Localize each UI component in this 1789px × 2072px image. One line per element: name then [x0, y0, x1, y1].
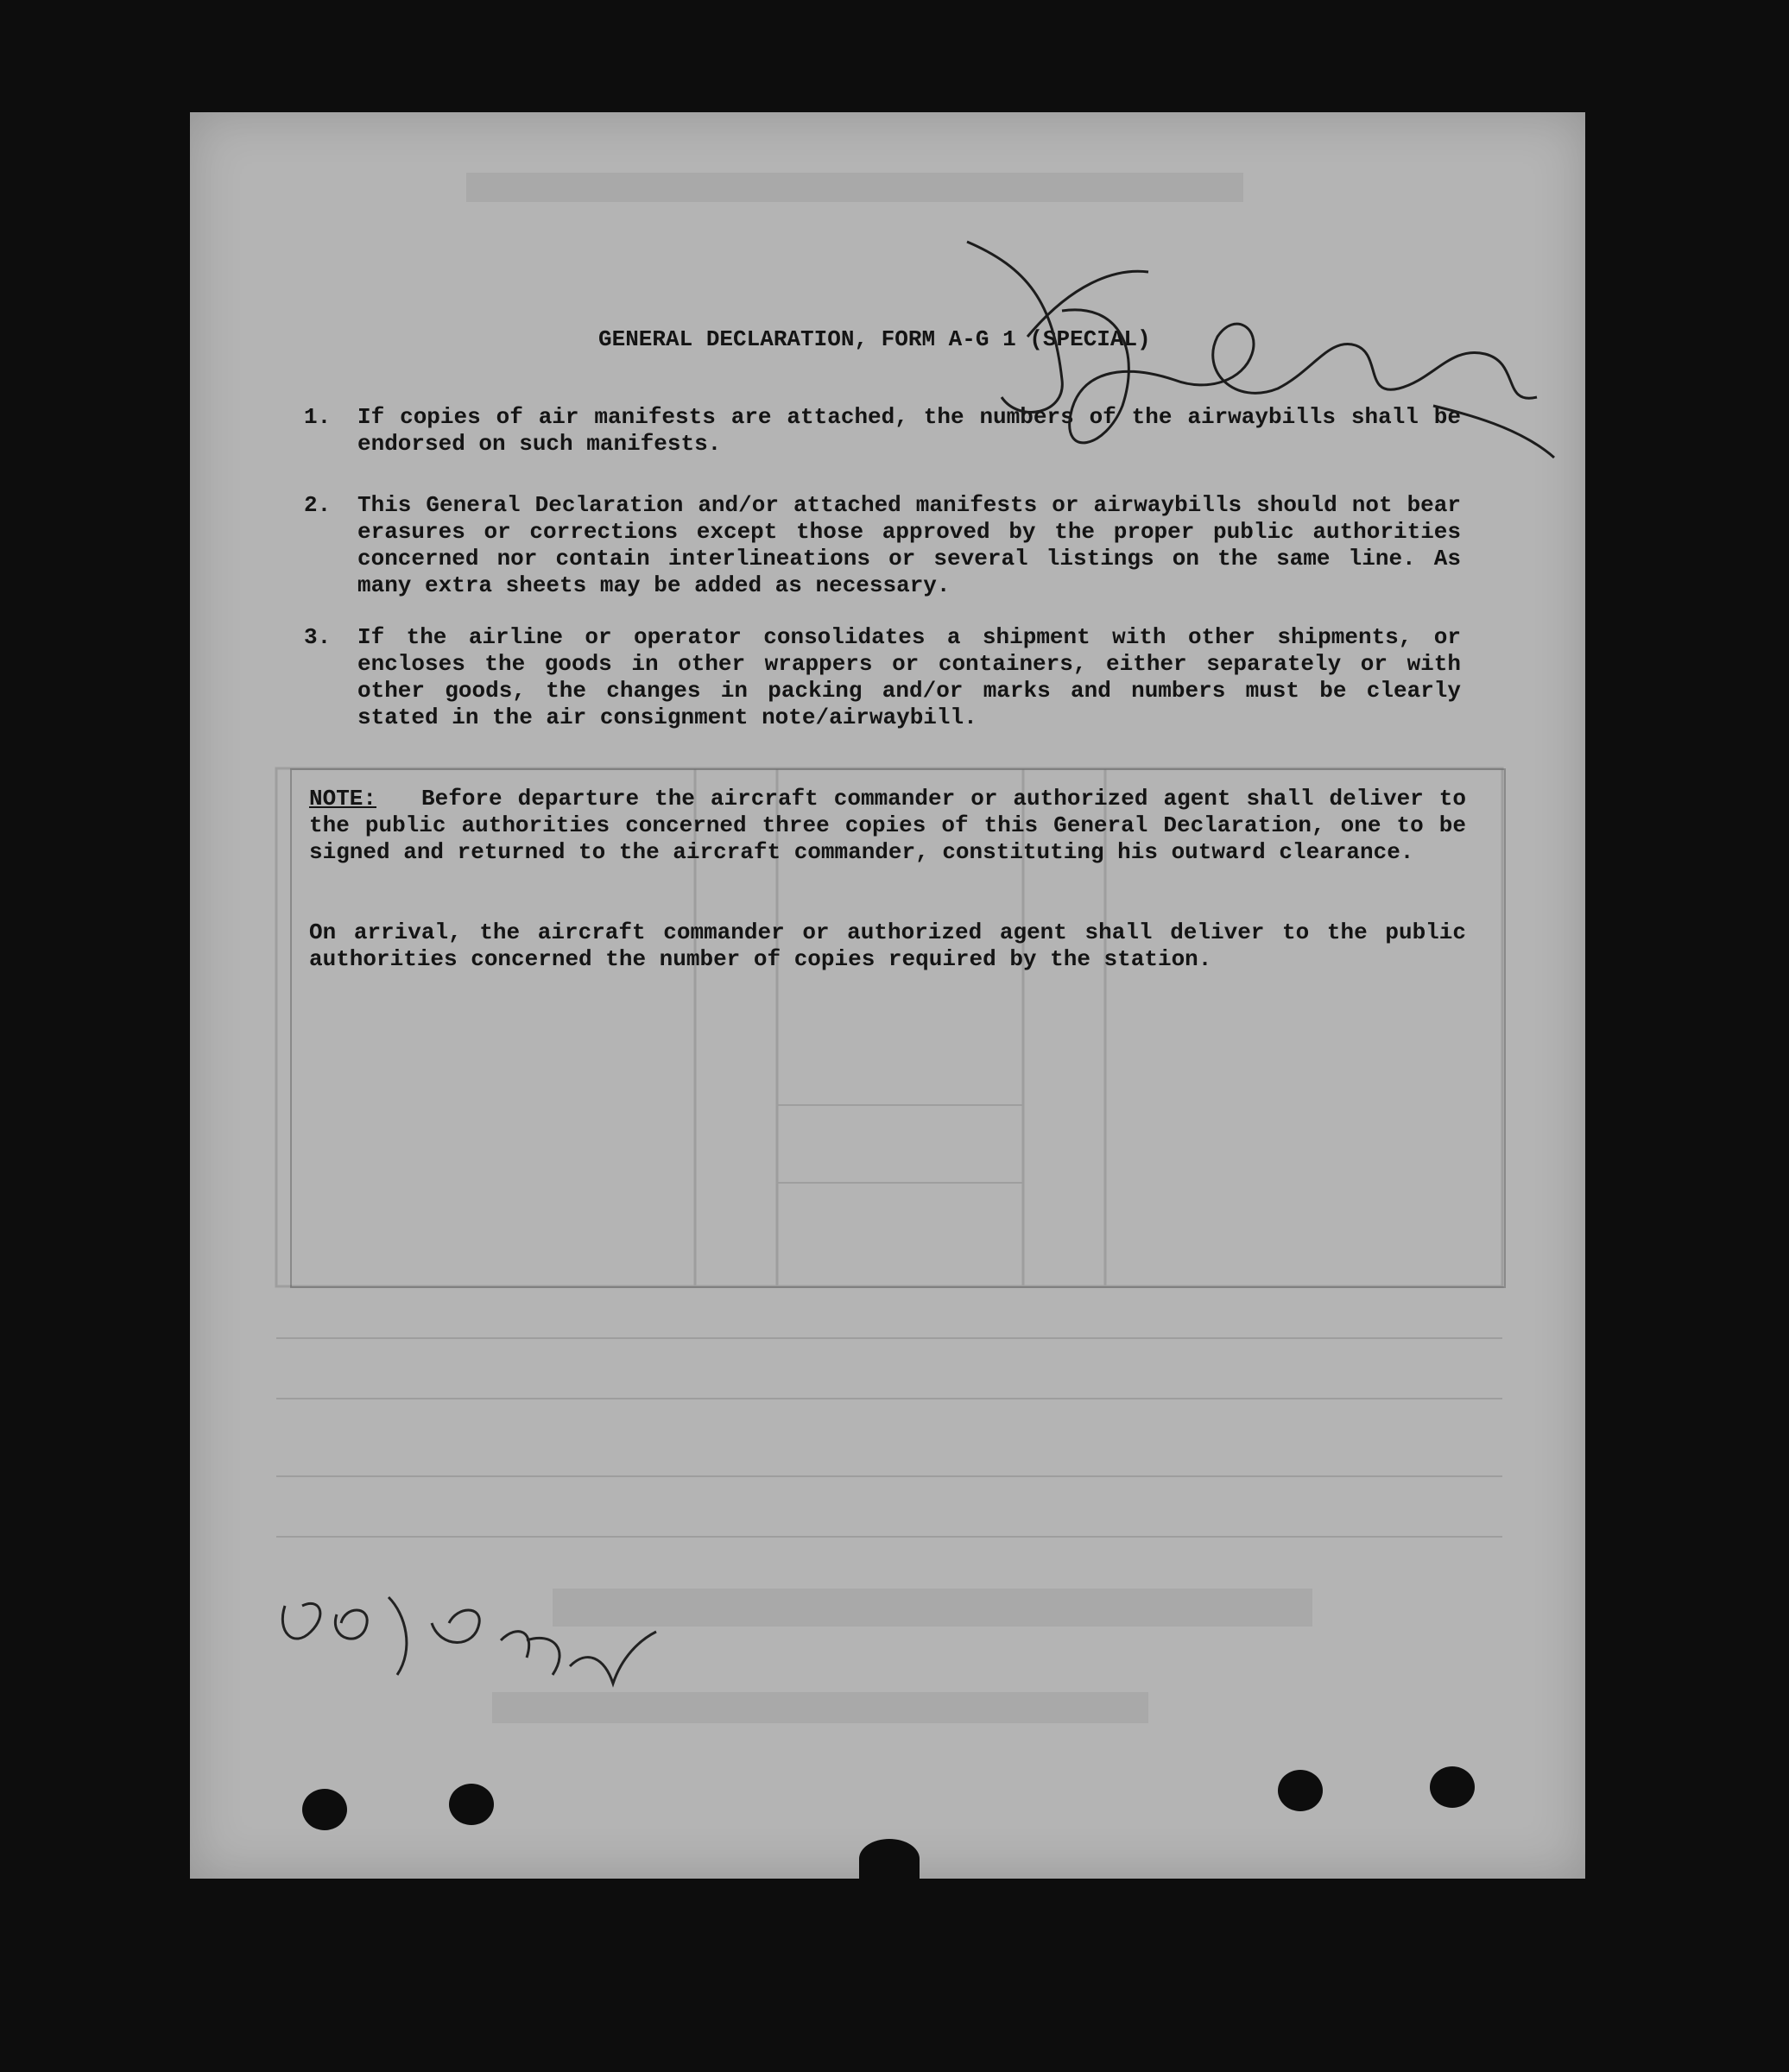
- binder-hole: [302, 1789, 347, 1830]
- item-number: 2.: [304, 492, 332, 518]
- handwritten-signature: [950, 207, 1571, 535]
- instruction-item-3: [304, 624, 1461, 731]
- item-text: This General Declaration and/or attached manifests or airwaybills should not bear erasures or corrections except those approved by the proper public authorities concerned nor contain interlineations or several listings on the same line. As many extra sheets may be added as necessary.: [357, 492, 1461, 598]
- note-text: Before departure the aircraft commander or authorized agent shall deliver to the public authorities concerned three copies of this General Declaration, one to be signed and returned to the aircraft commander, constituting his outward clearance.: [309, 786, 1466, 865]
- binder-hole: [1278, 1770, 1323, 1811]
- note-paragraph: [309, 786, 1466, 866]
- note-label: NOTE:: [309, 786, 377, 812]
- binder-hole: [859, 1839, 920, 1879]
- item-number: 1.: [304, 404, 332, 430]
- binder-hole: [1430, 1766, 1475, 1808]
- handwritten-annotation: [268, 1580, 665, 1718]
- item-text: If the airline or operator consolidates a shipment with other shipments, or encloses the goods in other wrappers or containers, either separately or with other goods, the changes in packing and/or marks and numbers must be clearly stated in the air consignment note/airwaybill.: [357, 624, 1461, 730]
- binder-hole: [449, 1784, 494, 1825]
- document-sheet: [190, 112, 1585, 1879]
- item-number: 3.: [304, 624, 332, 650]
- item-text: If copies of air manifests are attached, the numbers of the airwaybills shall be endorsed on such manifests.: [357, 404, 1461, 457]
- form-title: GENERAL DECLARATION, FORM A-G 1 (SPECIAL): [598, 326, 1151, 352]
- arrival-paragraph: On arrival, the aircraft commander or authorized agent shall deliver to the public authorities concerned the number of copies required by the station.: [309, 919, 1466, 972]
- instruction-item-2: [304, 492, 1461, 599]
- instruction-item-1: [304, 404, 1461, 458]
